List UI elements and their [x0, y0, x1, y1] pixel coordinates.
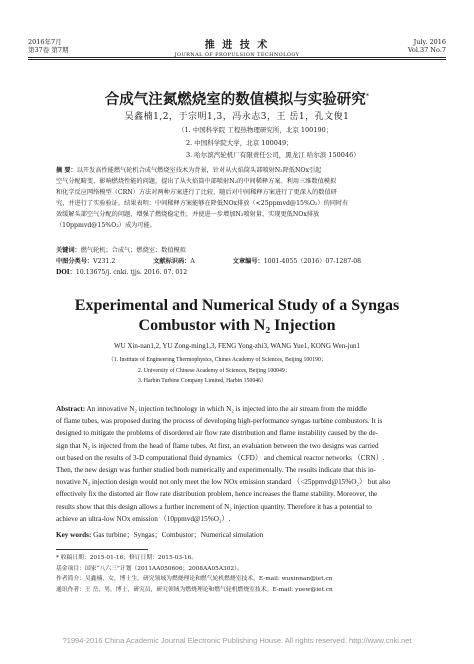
- footnotes: [56, 553, 436, 595]
- en-abstract-line: out based on the results of 3-D computational fluid dynamics （CFD） and chemical reactor networks （CRN）.: [56, 453, 385, 462]
- cn-doc-label: 文献标识码：: [153, 258, 191, 265]
- cn-title-text: 合成气注氮燃烧室的数值模拟与实验研究: [104, 92, 366, 108]
- cn-abstract-line: 和化学反应网络模型（CRN）方法对两种方案进行了比较，随后对中间稀释方案进行了更深入的数值研: [56, 189, 337, 196]
- en-abstract-line: novative N₂ injection design would not only meet the low NOx emission standard （<25ppmvd@15%O₂） but also: [56, 478, 391, 487]
- cn-abstract-line: 空气分配畸变、影响燃烧性能的问题，提出了从火焰筒中部喷射N₂的中间稀释方案。利用三维数值模拟: [56, 178, 337, 185]
- journal-header: [0, 36, 474, 58]
- en-abstract-line: designed to mitigate the problems of disordered air flow rate distribution and flame instability caused by the de-: [56, 429, 378, 438]
- cn-doc-value: A: [190, 258, 195, 265]
- journal-name-en: JOURNAL OF PROPULSION TECHNOLOGY: [174, 52, 300, 58]
- en-abstract-line: results show that this design allows a further increment of N₂ injection quantity. Therefore it has a potential to: [56, 502, 372, 511]
- cn-abstract: [56, 165, 418, 231]
- journal-name-cn: 推 进 技 术: [204, 40, 270, 51]
- en-abstract: [56, 403, 420, 525]
- en-abstract-label: Abstract:: [56, 405, 86, 413]
- cn-keywords: [56, 245, 418, 256]
- en-affiliations: [108, 357, 327, 386]
- en-title-line2: Combustor with N₂ Injection: [138, 317, 336, 334]
- footnote-rule: [56, 549, 148, 550]
- en-keywords-text: Gas turbine；Syngas；Combustor；Numerical simulation: [93, 531, 264, 539]
- en-abstract-line: Then, the new design was further studied both numerically and experimentally. The results indicate that this in-: [56, 466, 376, 475]
- cn-affiliations: [178, 126, 360, 160]
- cn-title-mark: *: [365, 92, 370, 101]
- en-abstract-line: of flame tubes, was proposed during the process of developing high-performance syngas turbine combustors. It is: [56, 417, 383, 426]
- header-rule: [28, 57, 446, 58]
- cn-affiliation-2: 2. 中国科学院大学，北京 100049；: [186, 138, 293, 147]
- cn-article-value: 1001-4055（2016）07-1287-08: [263, 258, 362, 265]
- cn-abstract-label: 摘 要：: [56, 167, 77, 174]
- cn-keywords-label: 关键词：: [56, 247, 81, 254]
- header-rule-thin: [28, 59, 446, 60]
- header-date-line1: 2016年7月: [28, 38, 62, 46]
- cn-keywords-text: 燃气轮机；合成气；燃烧室；数值模拟: [80, 247, 186, 254]
- cn-abstract-line: 究，并进行了实验验证。结果表明：中间稀释方案能够在降低NOx排放（<25ppmvd@15%O₂）的同时有: [56, 200, 349, 207]
- header-month-en: July. 2016: [413, 38, 446, 46]
- en-authors: WU Xin-nan1,2, YU Zong-ming1,3, FENG Yong-zhi3, WANG Yue1, KONG Wen-jun1: [114, 342, 360, 350]
- en-abstract-line: achieve an ultra-low NOx emission （10ppmvd@15%O₂）.: [56, 514, 231, 523]
- copyright-watermark: ?1994-2016 China Academic Journal Electronic Publishing House. All rights reserved. http://www.cnki.net: [62, 636, 412, 645]
- footnote-received: * 收稿日期：2015-01-16；修订日期：2015-03-16。: [56, 555, 198, 561]
- cn-abstract-line: （10ppmvd@15%O₂）成为可能。: [56, 222, 156, 229]
- cn-title: [0, 88, 474, 109]
- en-title: [0, 296, 474, 336]
- en-abstract-line: sign that N₂ is injected from the head of flame tubes. At first, an evaluation between the two designs was carried: [56, 441, 379, 450]
- en-affiliation-2: 2. University of Chinese Academy of Sciences, Beijing 100049；: [138, 367, 291, 374]
- en-affiliation-1: （1. Institute of Engineering Thermophysics, Chines Academy of Sciences, Beijing 100190；: [108, 357, 327, 363]
- footnote-funding: 基金项目：国家“八六三”计划（2011AA050606；2008AA05A302）。: [56, 565, 243, 572]
- en-keywords-label: Key words:: [56, 531, 92, 539]
- cn-class-value: V231.2: [93, 258, 116, 265]
- en-keywords: [56, 529, 420, 541]
- doi-line: [56, 267, 418, 278]
- header-volume-en: Vol.37 No.7: [407, 46, 446, 54]
- footnote-author: 作者简介：吴鑫楠，女，博士生，研究领域为燃烧理论和燃气轮机燃烧室技术。E-mail: wuxinnan@iet.cn: [56, 576, 333, 582]
- cn-affiliation-3: 3. 哈尔滨汽轮机厂有限责任公司，黑龙江 哈尔滨 150046）: [186, 151, 360, 159]
- doi-value: 10.13675/j. cnki. tjjs. 2016. 07. 012: [75, 269, 188, 276]
- cn-classification: [56, 256, 428, 267]
- cn-abstract-line: 以开发高性能燃气轮机合成气燃烧室技术为背景，针对从火焰筒头部喷射N₂降低NOx引起: [76, 167, 322, 174]
- en-abstract-line: An innovative N₂ injection technology in which N₂ is injected into the air stream from the middle: [86, 405, 368, 413]
- cn-class-label: 中图分类号：: [56, 258, 94, 265]
- footnote-corresponding: 通讯作者：王 岳，男，博士，研究员，研究领域为燃烧理论和燃气轮机燃烧室技术。E-mail: yuew@iet.cn: [56, 586, 333, 593]
- header-issue: [408, 38, 446, 54]
- cn-article-label: 文章编号：: [232, 258, 264, 265]
- doi-label: DOI：: [56, 269, 76, 276]
- en-title-line1: Experimental and Numerical Study of a Syngas: [74, 297, 400, 314]
- header-volume-line: 第37卷 第7期: [28, 46, 69, 54]
- en-abstract-line: effectively fix the distorted air flow rate distribution problem, hence increases the flame stability. Moreover, the: [56, 490, 378, 499]
- cn-authors: 吴鑫楠1,2，于宗明1,3，冯永志3，王 岳1，孔文俊1: [124, 112, 350, 122]
- cn-affiliation-1: （1. 中国科学院 工程热物理研究所，北京 100190；: [178, 126, 333, 134]
- en-affiliation-3: 3. Harbin Turbine Company Limited, Harbin 150046）: [138, 378, 267, 385]
- cn-abstract-line: 效缓解头部空气分配的问题，增强了燃烧稳定性，并使进一步增加N₂喷射量、实现更低NOx排放: [56, 211, 320, 218]
